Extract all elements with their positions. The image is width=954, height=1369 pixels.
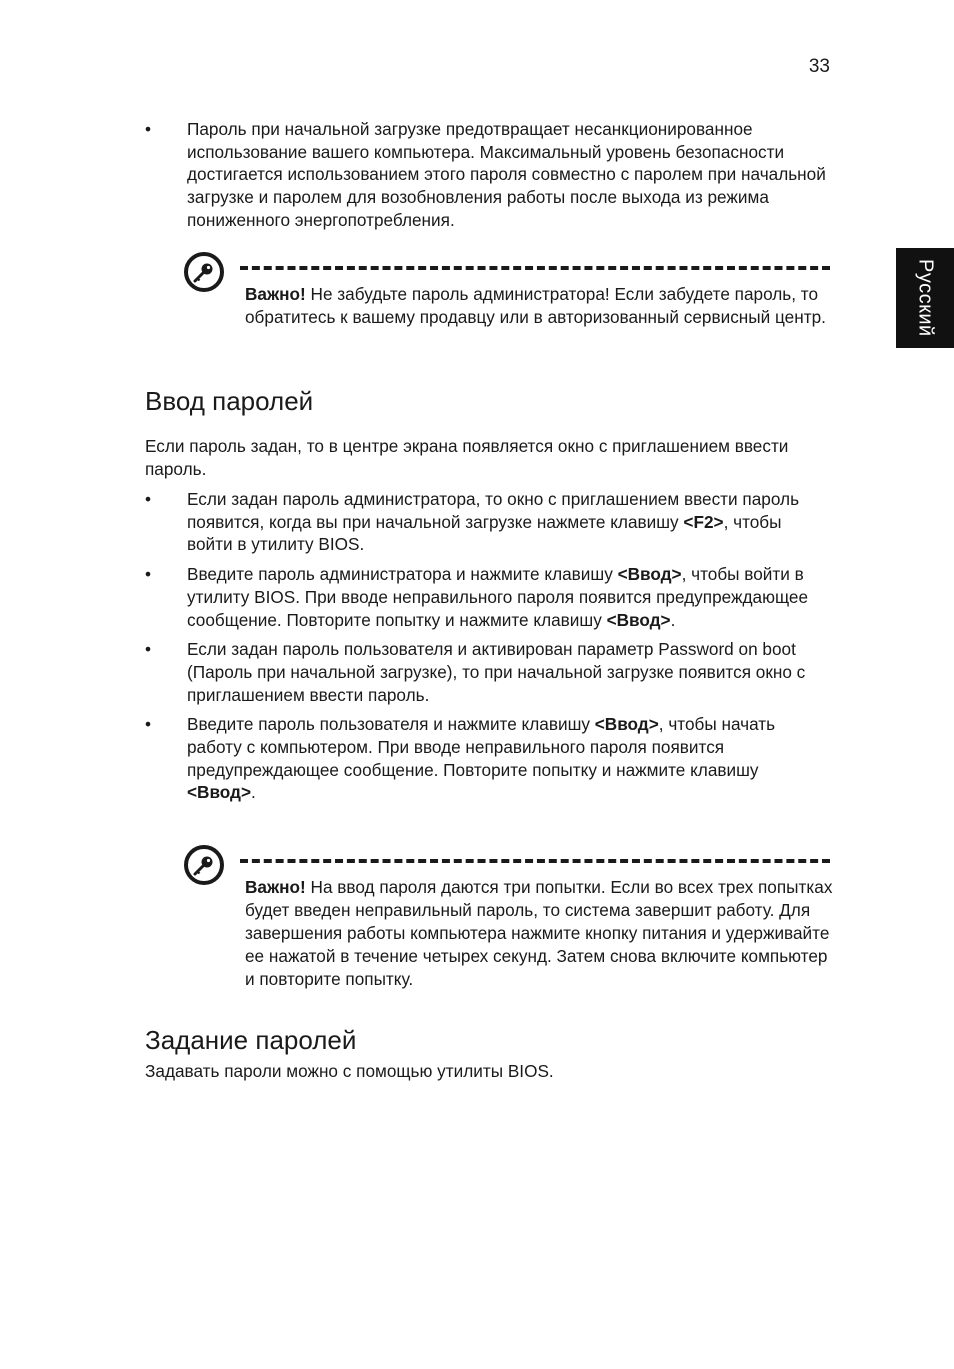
list-item-text: , чтобы войти в утилиту BIOS. При вводе неправильного пароля появится предупреждающее сообщение. Повторите попытку и нажмите клавишу: [187, 564, 809, 630]
list-item-text: .: [670, 609, 676, 630]
bullet: •: [145, 489, 152, 509]
list-item: [145, 563, 830, 631]
key-name: <Ввод>: [594, 714, 659, 735]
section-intro: Если пароль задан, то в центре экрана появляется окно с приглашением ввести пароль.: [145, 436, 789, 479]
note-body: Не забудьте пароль администратора! Если забудете пароль, то обратитесь к вашему продавцу или в авторизованный сервисный центр.: [245, 284, 826, 327]
important-note-1: [184, 252, 830, 372]
bullet: •: [145, 564, 152, 585]
list-item: [145, 488, 830, 556]
bullet: •: [145, 639, 152, 660]
key-icon: [184, 252, 224, 292]
list-item-text: Введите пароль пользователя и нажмите клавишу: [187, 714, 595, 735]
list-item-text: Пароль при начальной загрузке предотвращает несанкционированное использование вашего компьютера. Максимальный уровень безопасности достигается использованием этого пароля совместно с паролем при начальной загрузке и паролем для возобновления работы после выхода из режима пониженного энергопотребления.: [187, 119, 826, 230]
list-item-text: .: [251, 782, 256, 803]
language-tab-label: Русский: [914, 259, 937, 337]
list-item: [145, 713, 830, 804]
language-tab: [896, 248, 954, 348]
bullet-list-top: [145, 118, 830, 239]
key-name: <Ввод>: [606, 609, 671, 630]
key-name: <Ввод>: [187, 782, 252, 803]
section-heading-set-passwords: Задание паролей: [145, 1025, 357, 1055]
note-body: На ввод пароля даются три попытки. Если во всех трех попытках будет введен неправильный пароль, то система завершит работу. Для завершения работы компьютера нажмите кнопку питания и удерживайте ее нажатой в течение четырех секунд. Затем снова включите компьютер и повторите попытку.: [245, 877, 833, 989]
list-item-text: Если задан пароль администратора, то окно с приглашением ввести пароль появится, когда вы при начальной загрузке нажмете клавишу: [187, 489, 800, 532]
note-text: [245, 283, 835, 329]
bullet: •: [145, 119, 152, 139]
list-item-text: , чтобы войти в утилиту BIOS.: [187, 511, 782, 555]
page-number: 33: [808, 56, 830, 77]
bullet-list-enter: [145, 488, 830, 811]
section-heading-enter-passwords: Ввод паролей: [145, 386, 314, 416]
list-item-text: , чтобы начать работу с компьютером. При вводе неправильного пароля появится предупреждающее сообщение. Повторите попытку и нажмите клавишу: [187, 714, 776, 780]
dashed-rule: [240, 859, 830, 863]
dashed-rule: [240, 266, 830, 270]
list-item: [145, 638, 830, 706]
key-name: <Ввод>: [617, 564, 682, 585]
section-text: Задавать пароли можно с помощью утилиты BIOS.: [145, 1061, 554, 1081]
important-note-2: [184, 845, 833, 1005]
key-icon: [184, 845, 224, 885]
key-name: <F2>: [683, 511, 724, 532]
list-item-text: Если задан пароль пользователя и активирован параметр Password on boot (Пароль при начальной загрузке), то при начальной загрузке появится окно с приглашением ввести пароль.: [187, 639, 806, 705]
list-item-text: Введите пароль администратора и нажмите клавишу: [187, 564, 618, 585]
note-label: Важно!: [245, 284, 306, 304]
note-text: [245, 876, 835, 991]
list-item: [145, 118, 830, 232]
bullet: •: [145, 714, 152, 735]
note-label: Важно!: [245, 877, 306, 897]
